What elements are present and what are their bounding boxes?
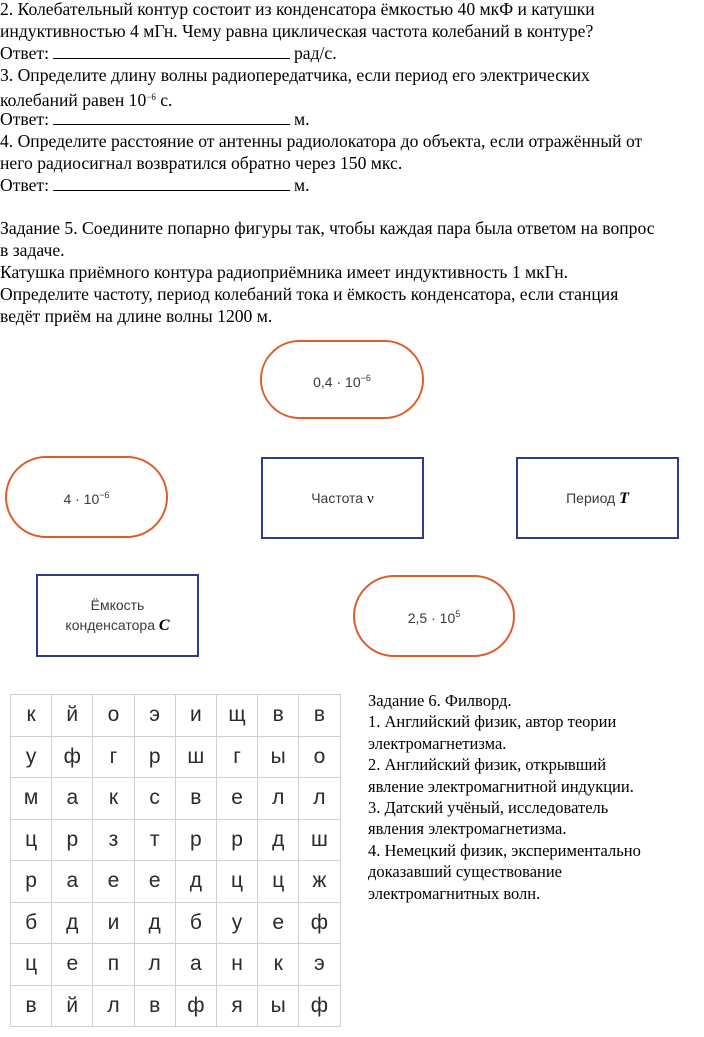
filword-cell[interactable]: ф — [299, 902, 340, 944]
filword-cell[interactable]: г — [216, 736, 257, 778]
rect-frequency[interactable] — [261, 457, 424, 539]
problem-4-line-1: 4. Определите расстояние от антенны радиолокатора до объекта, если отражённый от — [0, 131, 643, 151]
answer-unit: м. — [293, 109, 310, 129]
task-6-q4-line-3: электромагнитных волн. — [368, 883, 541, 903]
task-6-q3-line-1: 3. Датский учёный, исследователь — [368, 798, 609, 818]
filword-cell[interactable]: о — [93, 695, 134, 737]
problem-2-line-2: индуктивностью 4 мГн. Чему равна циклическая частота колебаний в контуре? — [0, 21, 594, 41]
filword-row — [11, 695, 341, 737]
filword-cell[interactable]: я — [216, 985, 257, 1027]
filword-row — [11, 902, 341, 944]
filword-cell[interactable]: и — [175, 695, 216, 737]
rect-period-label: Период — [566, 489, 616, 506]
filword-cell[interactable]: ш — [299, 819, 340, 861]
filword-cell[interactable]: ф — [175, 985, 216, 1027]
filword-row — [11, 985, 341, 1027]
pill-bottom[interactable] — [353, 575, 515, 657]
problem-3-unit: с. — [155, 90, 173, 110]
task-6-q2-line-1: 2. Английский физик, открывший — [368, 755, 607, 775]
problem-3-line-1: 3. Определите длину волны радиопередатчика, если период его электрических — [0, 65, 590, 85]
problem-2-answer — [0, 43, 337, 65]
filword-cell[interactable]: е — [134, 861, 175, 903]
filword-cell[interactable]: е — [216, 778, 257, 820]
filword-cell[interactable]: р — [216, 819, 257, 861]
filword-cell[interactable]: л — [258, 778, 299, 820]
filword-cell[interactable]: н — [216, 944, 257, 986]
filword-cell[interactable]: ц — [216, 861, 257, 903]
filword-cell[interactable]: л — [299, 778, 340, 820]
filword-cell[interactable]: ы — [258, 985, 299, 1027]
filword-cell[interactable]: д — [134, 902, 175, 944]
filword-cell[interactable]: в — [175, 778, 216, 820]
pill-bottom-exponent: 5 — [455, 609, 461, 619]
filword-cell[interactable]: в — [134, 985, 175, 1027]
filword-cell[interactable]: ф — [52, 736, 93, 778]
filword-cell[interactable]: ф — [299, 985, 340, 1027]
filword-cell[interactable]: е — [93, 861, 134, 903]
filword-cell[interactable]: з — [93, 819, 134, 861]
filword-row — [11, 778, 341, 820]
filword-cell[interactable]: к — [11, 695, 52, 737]
rect-capacity-line-1: Ёмкость — [90, 597, 145, 613]
filword-cell[interactable]: щ — [216, 695, 257, 737]
filword-cell[interactable]: р — [175, 819, 216, 861]
filword-cell[interactable]: и — [93, 902, 134, 944]
problem-3-exponent: −6 — [146, 92, 156, 102]
answer-label: Ответ: — [0, 109, 49, 129]
problem-4-answer — [0, 175, 310, 197]
filword-cell[interactable]: д — [175, 861, 216, 903]
filword-cell[interactable]: с — [134, 778, 175, 820]
filword-cell[interactable]: д — [258, 819, 299, 861]
task-5-line-2: в задаче. — [0, 240, 65, 260]
filword-cell[interactable]: г — [93, 736, 134, 778]
task-6-q4-line-2: доказавший существование — [368, 862, 562, 882]
filword-cell[interactable]: к — [93, 778, 134, 820]
answer-blank[interactable] — [53, 109, 290, 125]
pill-left[interactable] — [5, 456, 168, 538]
rect-capacity-symbol: C — [158, 617, 170, 634]
filword-cell[interactable]: в — [11, 985, 52, 1027]
rect-capacity[interactable] — [36, 574, 199, 657]
filword-cell[interactable]: э — [134, 695, 175, 737]
filword-row — [11, 944, 341, 986]
filword-cell[interactable]: ы — [258, 736, 299, 778]
task-5-line-4: Определите частоту, период колебаний тока и ёмкость конденсатора, если станция — [0, 284, 619, 304]
task-6-title: Задание 6. Филворд. — [368, 691, 512, 710]
filword-cell[interactable]: в — [258, 695, 299, 737]
filword-cell[interactable]: р — [134, 736, 175, 778]
filword-cell[interactable]: р — [11, 861, 52, 903]
filword-cell[interactable]: ш — [175, 736, 216, 778]
filword-cell[interactable]: о — [299, 736, 340, 778]
filword-cell[interactable]: л — [134, 944, 175, 986]
filword-cell[interactable]: а — [52, 861, 93, 903]
task-5-line-5: ведёт приём на длине волны 1200 м. — [0, 306, 273, 326]
filword-cell[interactable]: к — [258, 944, 299, 986]
pill-top[interactable] — [260, 340, 424, 419]
rect-frequency-symbol: ν — [367, 490, 374, 507]
filword-cell[interactable]: т — [134, 819, 175, 861]
problem-4-line-2: него радиосигнал возвратился обратно через 150 мкс. — [0, 153, 403, 173]
filword-cell[interactable]: й — [52, 985, 93, 1027]
answer-unit: рад/с. — [293, 43, 337, 63]
pill-top-base: 0,4 · 10 — [313, 373, 361, 390]
filword-cell[interactable]: ц — [258, 861, 299, 903]
rect-frequency-label: Частота — [311, 489, 364, 506]
filword-cell[interactable]: а — [52, 778, 93, 820]
filword-row — [11, 861, 341, 903]
rect-period-symbol: T — [619, 489, 629, 507]
task-5-line-1: Задание 5. Соедините попарно фигуры так, чтобы каждая пара была ответом на вопрос — [0, 218, 655, 238]
filword-cell[interactable]: а — [175, 944, 216, 986]
filword-cell[interactable]: п — [93, 944, 134, 986]
pill-left-exponent: −6 — [99, 490, 110, 500]
task-6-q1-line-1: 1. Английский физик, автор теории — [368, 712, 617, 732]
filword-cell[interactable]: ж — [299, 861, 340, 903]
task-6-q1-line-2: электромагнетизма. — [368, 733, 507, 753]
pill-bottom-base: 2,5 · 10 — [407, 610, 456, 626]
answer-blank[interactable] — [53, 43, 290, 59]
filword-cell[interactable]: б — [11, 902, 52, 944]
rect-capacity-line-2: конденсатора — [65, 617, 155, 633]
task-6 — [368, 690, 641, 904]
filword-cell[interactable]: у — [11, 736, 52, 778]
rect-period[interactable] — [516, 457, 679, 539]
problem-2-line-1: 2. Колебательный контур состоит из конденсатора ёмкостью 40 мкФ и катушки — [0, 0, 595, 19]
filword-cell[interactable]: ц — [11, 819, 52, 861]
filword-cell[interactable]: е — [52, 944, 93, 986]
task-6-q3-line-2: явления электромагнетизма. — [368, 819, 567, 839]
filword-cell[interactable]: л — [93, 985, 134, 1027]
answer-label: Ответ: — [0, 175, 49, 195]
problem-3-text: колебаний равен 10 — [0, 90, 147, 110]
filword-cell[interactable]: й — [52, 695, 93, 737]
filword-cell[interactable]: д — [52, 902, 93, 944]
task-5-line-3: Катушка приёмного контура радиоприёмника имеет индуктивность 1 мкГн. — [0, 262, 569, 282]
filword-row — [11, 736, 341, 778]
filword-cell[interactable]: р — [52, 819, 93, 861]
filword-cell[interactable]: ц — [11, 944, 52, 986]
filword-cell[interactable]: б — [175, 902, 216, 944]
answer-blank[interactable] — [53, 175, 290, 191]
filword-grid — [10, 694, 341, 1027]
pill-left-base: 4 · 10 — [63, 491, 100, 507]
answer-label: Ответ: — [0, 43, 49, 63]
filword-cell[interactable]: у — [216, 902, 257, 944]
problem-3-answer — [0, 109, 310, 131]
filword-cell[interactable]: е — [258, 902, 299, 944]
answer-unit: м. — [293, 175, 310, 195]
filword-cell[interactable]: э — [299, 944, 340, 986]
task-6-q4-line-1: 4. Немецкий физик, экспериментально — [368, 840, 641, 860]
filword-cell[interactable]: м — [11, 778, 52, 820]
filword-row — [11, 819, 341, 861]
pill-top-exponent: −6 — [360, 372, 371, 383]
task-6-q2-line-2: явление электромагнитной индукции. — [368, 776, 634, 796]
filword-cell[interactable]: в — [299, 695, 340, 737]
